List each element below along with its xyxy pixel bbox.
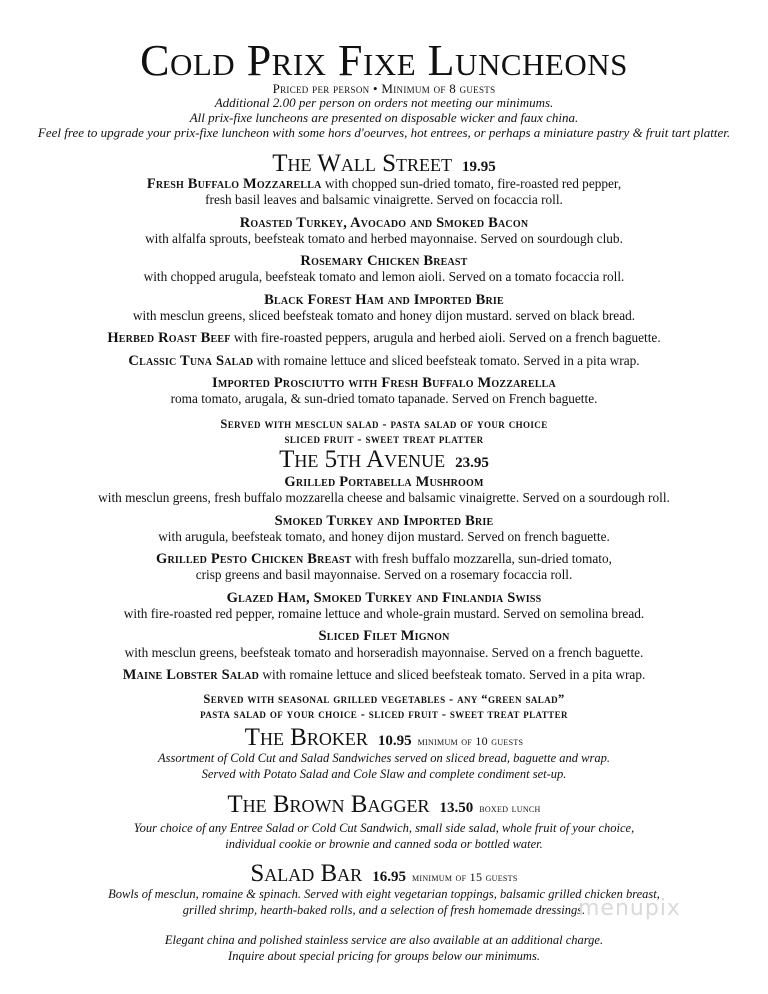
served-with xyxy=(0,692,768,722)
item-desc: fresh basil leaves and balsamic vinaigrette. Served on focaccia roll. xyxy=(205,192,563,208)
served-with-line: Served with mesclun salad - pasta salad of your choice xyxy=(220,416,548,431)
menu-item xyxy=(0,176,768,209)
item-desc: with mesclun greens, beefsteak tomato and horseradish mayonnaise. Served on a french baguette. xyxy=(124,644,644,660)
section-note: minimum of 10 guests xyxy=(417,734,524,748)
menu-item xyxy=(0,253,768,286)
item-name: Smoked Turkey and Imported Brie xyxy=(274,512,494,529)
section-name: The 5th Avenue xyxy=(279,446,446,473)
item-name: Sliced Filet Mignon xyxy=(318,628,450,645)
item-desc: with alfalfa sprouts, beefsteak tomato and herbed mayonnaise. Served on sourdough club. xyxy=(145,230,623,246)
footer-line: Elegant china and polished stainless service are also available at an additional charge. xyxy=(164,933,604,947)
item-desc: with arugula, beefsteak tomato, and honey dijon mustard. Served on french baguette. xyxy=(158,528,610,544)
section-price: 19.95 xyxy=(462,159,496,175)
item-name: Grilled Pesto Chicken Breast xyxy=(156,551,352,568)
fifth-avenue-items xyxy=(0,474,768,722)
menu-item xyxy=(0,551,768,584)
menu-item xyxy=(0,628,768,661)
served-with-line: Served with seasonal grilled vegetables - any “green salad” xyxy=(203,692,565,707)
item-desc: roma tomato, arugala, & sun-dried tomato tapanade. Served on French baguette. xyxy=(170,391,598,407)
section-title-brown-bagger xyxy=(0,791,768,822)
footer-line: Inquire about special pricing for groups below our minimums. xyxy=(228,948,540,963)
header-note: Additional 2.00 per person on orders not meeting our minimums. xyxy=(214,95,554,110)
menu-item xyxy=(0,375,768,408)
pricing-note: Priced per person • Minimum of 8 guests xyxy=(272,81,496,96)
served-with xyxy=(0,417,768,447)
item-desc: with fire-roasted red pepper, romaine lettuce and whole-grain mustard. Served on semolina bread. xyxy=(123,606,645,622)
header-note: All prix-fixe luncheons are presented on disposable wicker and faux china. xyxy=(189,110,579,125)
section-price: 23.95 xyxy=(455,455,489,471)
menu-item xyxy=(0,590,768,623)
desc-line: individual cookie or brownie and canned soda or bottled water. xyxy=(225,836,543,851)
desc-line: grilled shrimp, hearth-baked rolls, and a selection of fresh homemade dressings. xyxy=(182,902,586,917)
served-with-line: pasta salad of your choice - sliced fruit - sweet treat platter xyxy=(200,707,568,722)
desc-line: Bowls of mesclun, romaine & spinach. Served with eight vegetarian toppings, balsamic grilled chicken breast, xyxy=(108,887,660,901)
section-note: minimum of 15 guests xyxy=(411,870,518,884)
item-name: Classic Tuna Salad xyxy=(128,352,254,369)
item-desc: with chopped sun-dried tomato, fire-roasted red pepper, xyxy=(321,176,622,191)
broker-desc xyxy=(0,751,768,782)
menu-item xyxy=(0,667,768,683)
wall-street-items xyxy=(0,176,768,447)
item-name: Herbed Roast Beef xyxy=(107,330,231,347)
menu-item xyxy=(0,353,768,369)
page-title: Cold Prix Fixe Luncheons xyxy=(140,36,628,85)
section-name: The Wall Street xyxy=(272,150,453,177)
footer-note xyxy=(0,933,768,964)
section-price: 10.95 xyxy=(377,733,412,749)
desc-line: Served with Potato Salad and Cole Slaw and complete condiment set-up. xyxy=(201,766,567,781)
menu-item xyxy=(0,330,768,346)
item-desc: with mesclun greens, sliced beefsteak tomato and honey dijon mustard. served on black bread. xyxy=(132,308,636,324)
desc-line: Assortment of Cold Cut and Salad Sandwiches served on sliced bread, baguette and wrap. xyxy=(158,751,610,765)
item-name: Roasted Turkey, Avocado and Smoked Bacon xyxy=(239,214,529,231)
menu-item xyxy=(0,474,768,507)
section-name: Salad Bar xyxy=(250,860,363,887)
section-price: 13.50 xyxy=(439,800,474,816)
item-name: Glazed Ham, Smoked Turkey and Finlandia Swiss xyxy=(226,589,542,606)
header-note: Feel free to upgrade your prix-fixe luncheon with some hors d'oeurves, hot entrees, or perhaps a miniature pastry & fruit tart platter. xyxy=(37,125,731,140)
item-name: Grilled Portabella Mushroom xyxy=(284,474,484,490)
item-desc: with romaine lettuce and sliced beefsteak tomato. Served in a pita wrap. xyxy=(259,666,646,682)
item-desc: with romaine lettuce and sliced beefsteak tomato. Served in a pita wrap. xyxy=(253,352,640,368)
served-with-line: sliced fruit - sweet treat platter xyxy=(284,431,484,446)
item-name: Black Forest Ham and Imported Brie xyxy=(264,291,504,308)
section-name: The Broker xyxy=(244,724,368,751)
item-desc: with fresh buffalo mozzarella, sun-dried tomato, xyxy=(351,551,612,567)
menu-item xyxy=(0,292,768,325)
menu-item xyxy=(0,513,768,546)
item-desc: crisp greens and basil mayonnaise. Served on a rosemary focaccia roll. xyxy=(195,567,573,583)
section-note: boxed lunch xyxy=(479,801,541,815)
item-name: Imported Prosciutto with Fresh Buffalo Mozzarella xyxy=(212,374,556,391)
menu-item xyxy=(0,215,768,248)
brown-bagger-desc xyxy=(0,821,768,852)
item-name: Fresh Buffalo Mozzarella xyxy=(146,176,322,192)
section-name: The Brown Bagger xyxy=(227,791,430,818)
desc-line: Your choice of any Entree Salad or Cold Cut Sandwich, small side salad, whole fruit of your choice, xyxy=(133,821,635,835)
watermark: menupix xyxy=(578,896,681,921)
item-name: Maine Lobster Salad xyxy=(122,666,260,683)
item-name: Rosemary Chicken Breast xyxy=(300,253,468,270)
item-desc: with mesclun greens, fresh buffalo mozzarella cheese and balsamic vinaigrette. Served on a sourdough roll. xyxy=(98,490,670,506)
item-desc: with chopped arugula, beefsteak tomato and lemon aioli. Served on a tomato focaccia roll. xyxy=(143,269,625,285)
section-price: 16.95 xyxy=(372,869,406,885)
section-title-fifth-avenue xyxy=(0,446,768,477)
item-desc: with fire-roasted peppers, arugula and herbed aioli. Served on a french baguette. xyxy=(230,330,661,346)
